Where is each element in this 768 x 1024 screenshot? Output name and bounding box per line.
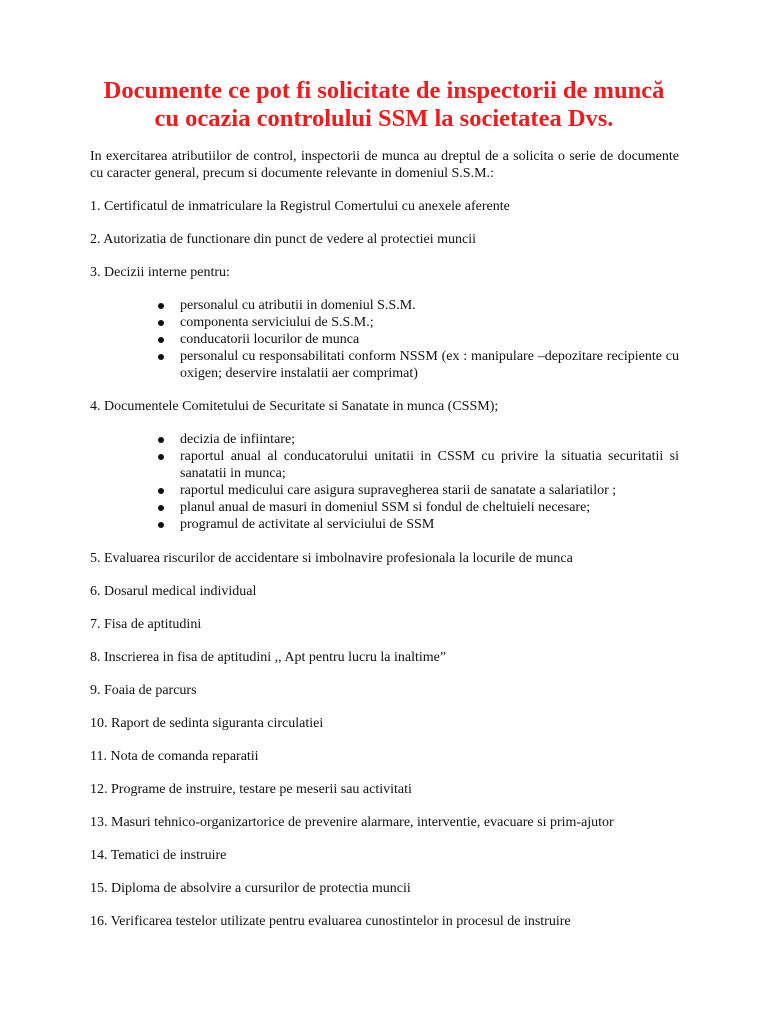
list-item-16: 16. Verificarea testelor utilizate pentru evaluarea cunostintelor in procesul de instruire [90, 914, 571, 929]
bullet-dot-icon [155, 482, 179, 494]
bullet-dot-icon [155, 431, 179, 443]
bullet-item: conducatorii locurilor de munca [180, 332, 360, 347]
document-title-line-1: Documente ce pot fi solicitate de inspectorii de muncă [103, 77, 665, 104]
list-item-12: 12. Programe de instruire, testare pe meserii sau activitati [90, 782, 412, 797]
bullet-item: planul anual de masuri in domeniul SSM si fondul de cheltuieli necesare; [180, 500, 591, 515]
list-item-11: 11. Nota de comanda reparatii [90, 749, 259, 764]
bullet-dot-icon [155, 331, 179, 343]
bullet-dot-icon [155, 314, 179, 326]
list-item-3: 3. Decizii interne pentru: [90, 265, 230, 280]
bullet-item: programul de activitate al serviciului de SSM [180, 517, 435, 532]
bullet-dot-icon [155, 348, 179, 360]
bullet-dot-icon [155, 448, 179, 460]
list-item-8: 8. Inscrierea in fisa de aptitudini ,, Apt pentru lucru la inaltime” [90, 650, 447, 665]
bullet-item: personalul cu atributii in domeniul S.S.M. [180, 298, 416, 313]
list-item-4: 4. Documentele Comitetului de Securitate si Sanatate in munca (CSSM); [90, 399, 499, 414]
list-item-13: 13. Masuri tehnico-organizartorice de prevenire alarmare, interventie, evacuare si prim-ajutor [90, 815, 614, 830]
intro-paragraph: In exercitarea atributiilor de control, inspectorii de munca au dreptul de a solicita o serie de documente cu caracter general, precum si documente relevante in domeniul S.S.M.: [90, 149, 679, 181]
list-item-1: 1. Certificatul de inmatriculare la Registrul Comertului cu anexele aferente [90, 199, 510, 214]
bullet-item: raportul medicului care asigura supravegherea starii de sanatate a salariatilor ; [180, 483, 617, 498]
bullet-item: personalul cu responsabilitati conform NSSM (ex : manipulare –depozitare recipiente cu oxigen; deservire instalatii aer comprimat) [180, 349, 679, 381]
bullet-item: raportul anual al conducatorului unitatii in CSSM cu privire la situatia securitatii si sanatatii in munca; [180, 449, 679, 481]
list-item-10: 10. Raport de sedinta siguranta circulatiei [90, 716, 324, 731]
document-title-line-2: cu ocazia controlului SSM la societatea Dvs. [154, 105, 614, 132]
list-item-2: 2. Autorizatia de functionare din punct de vedere al protectiei muncii [90, 232, 477, 247]
list-item-9: 9. Foaia de parcurs [90, 683, 197, 698]
list-item-6: 6. Dosarul medical individual [90, 584, 257, 599]
list-item-5: 5. Evaluarea riscurilor de accidentare si imbolnavire profesionala la locurile de munca [90, 551, 573, 566]
bullet-dot-icon [155, 297, 179, 309]
list-item-14: 14. Tematici de instruire [90, 848, 227, 863]
bullet-dot-icon [155, 499, 179, 511]
bullet-dot-icon [155, 516, 179, 528]
list-item-7: 7. Fisa de aptitudini [90, 617, 202, 632]
bullet-item: decizia de infiintare; [180, 432, 296, 447]
list-item-15: 15. Diploma de absolvire a cursurilor de protectia muncii [90, 881, 411, 896]
bullet-item: componenta serviciului de S.S.M.; [180, 315, 374, 330]
